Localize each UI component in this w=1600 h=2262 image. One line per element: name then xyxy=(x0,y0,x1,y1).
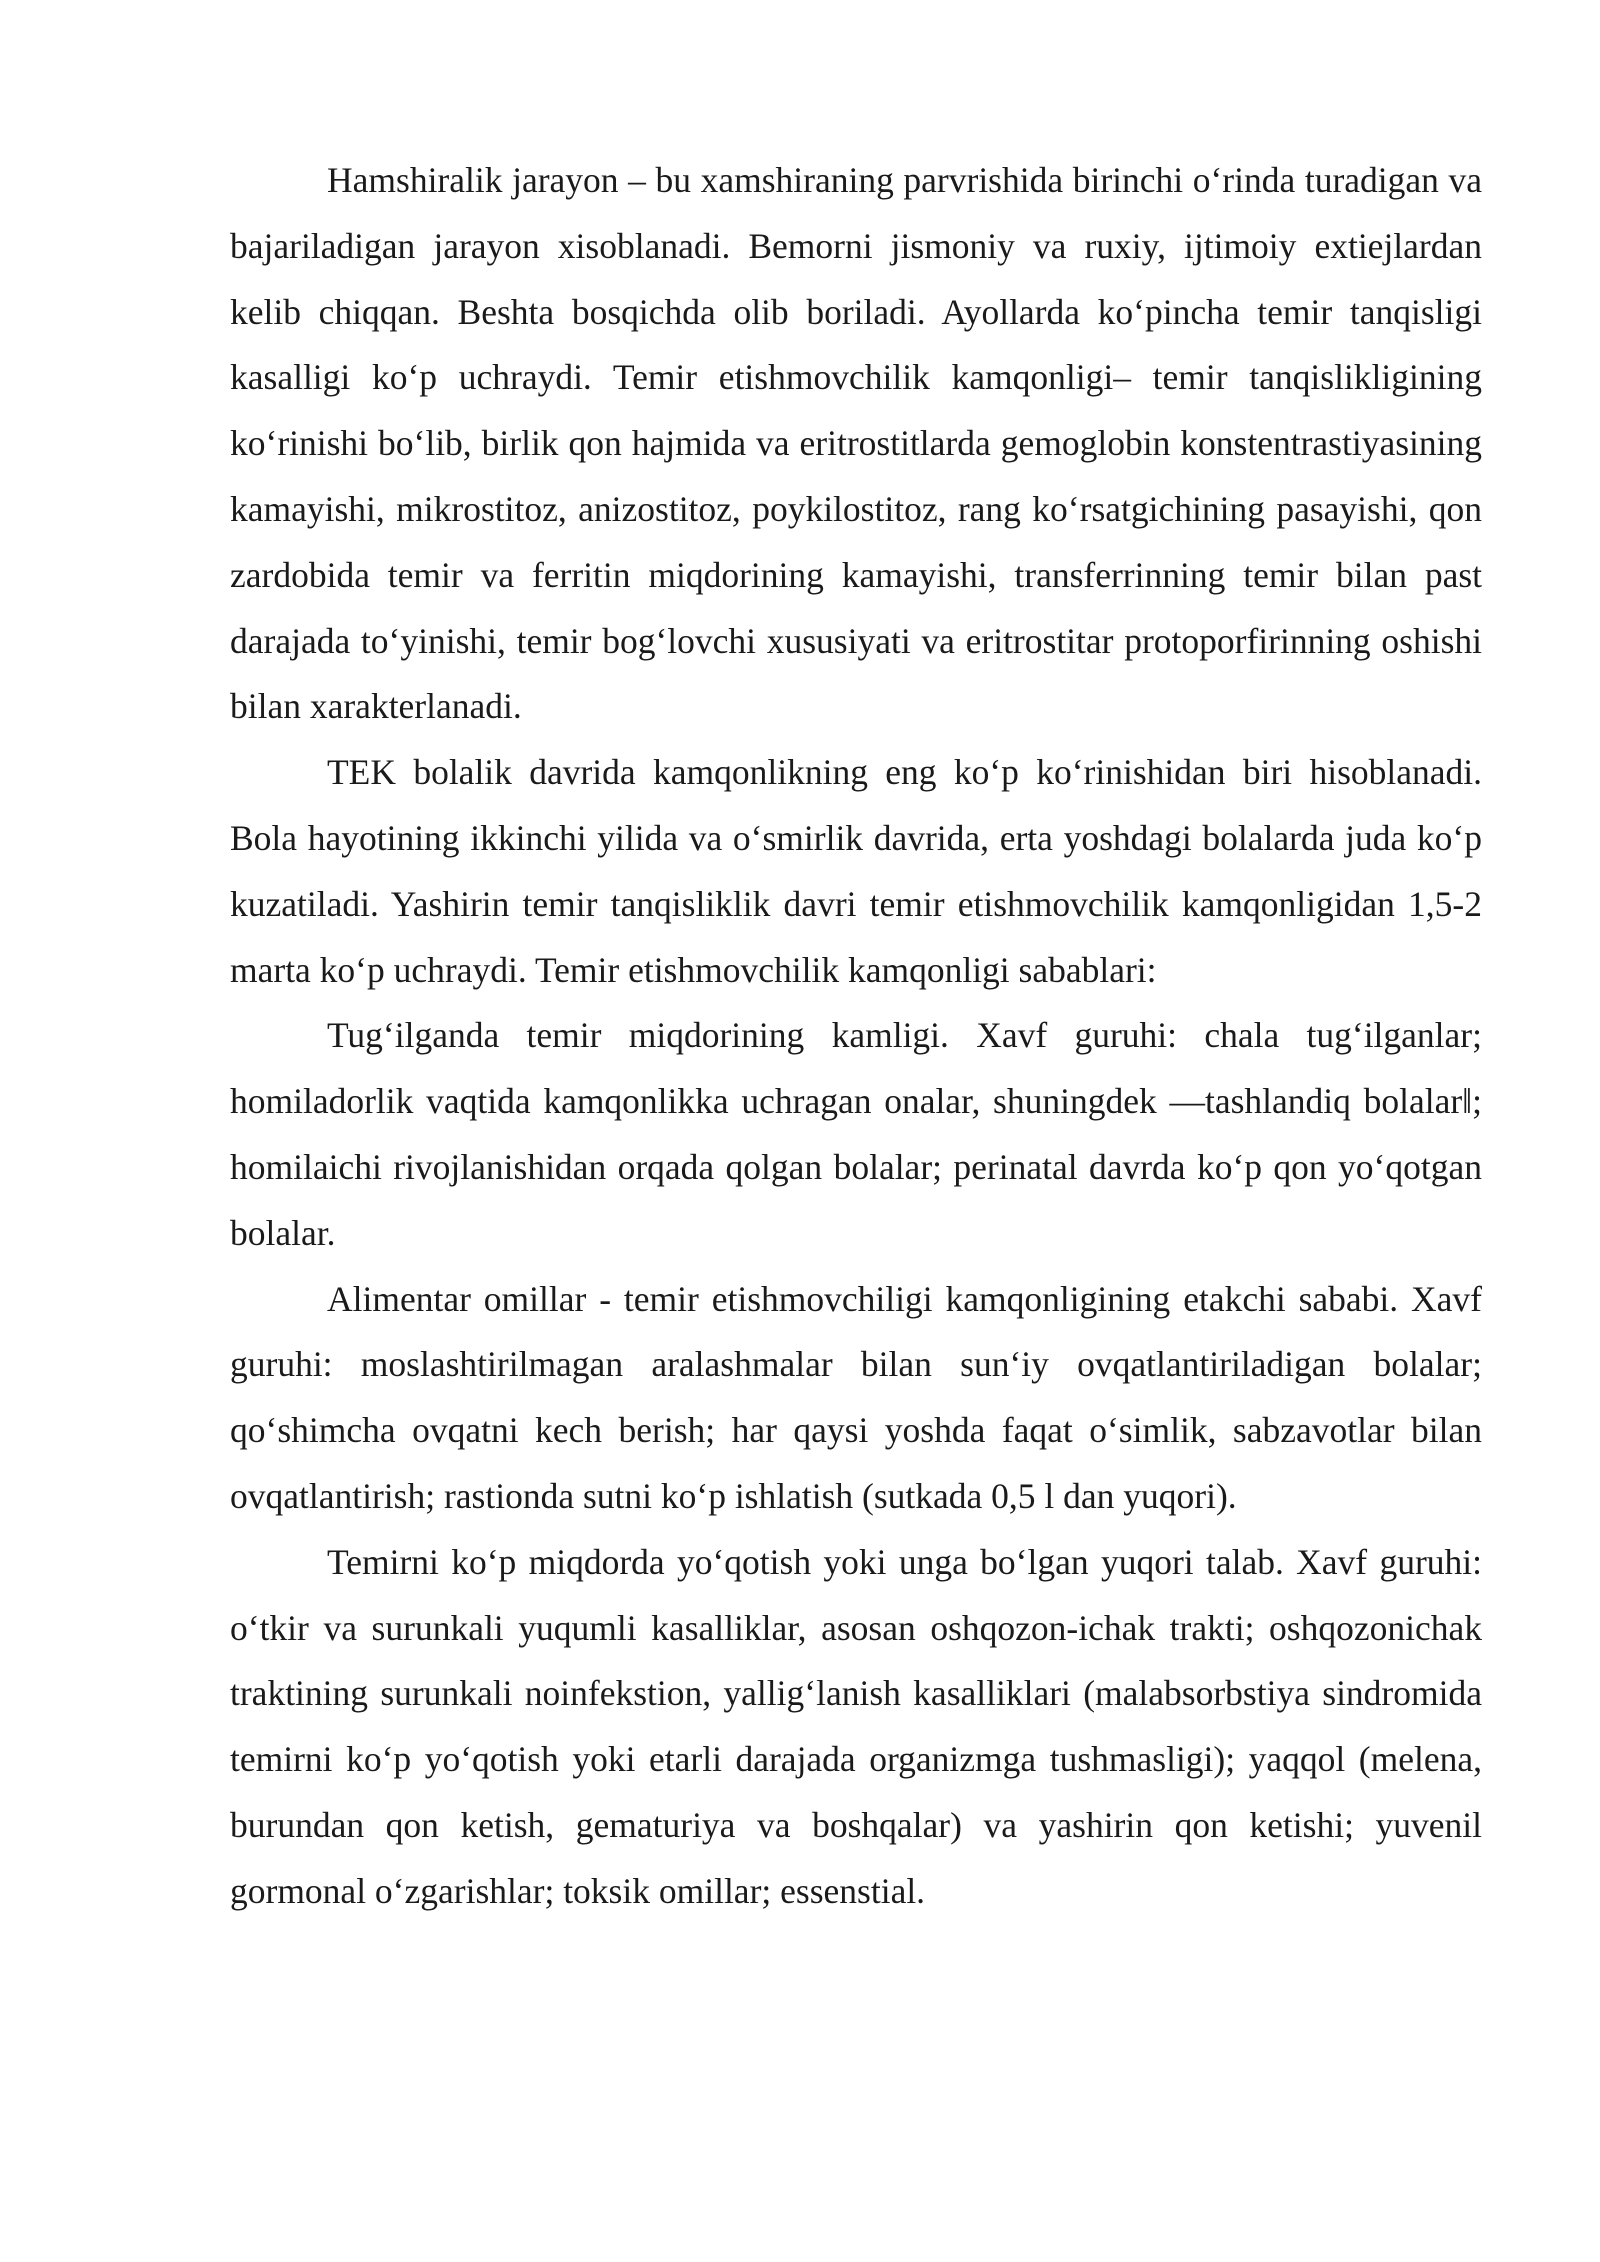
paragraph-1: Hamshiralik jarayon – bu xamshiraning parvrishida birinchi o‘rinda turadigan va bajariladigan jarayon xisoblanadi. Bemorni jismoniy va ruxiy, ijtimoiy extiejlardan kelib chiqqan. Beshta bosqichda olib boriladi. Ayollarda ko‘pincha temir tanqisligi kasalligi ko‘p uchraydi. Temir etishmovchilik kamqonligi– temir tanqislikligining ko‘rinishi bo‘lib, birlik qon hajmida va eritrostitlarda gemoglobin konstentrastiyasining kamayishi, mikrostitoz, anizostitoz, poykilostitoz, rang ko‘rsatgichining pasayishi, qon zardobida temir va ferritin miqdorining kamayishi, transferrinning temir bilan past darajada to‘yinishi, temir bog‘lovchi xususiyati va eritrostitar protoporfirinning oshishi bilan xarakterlanadi. xyxy=(230,160,1482,727)
paragraph-5: Temirni ko‘p miqdorda yo‘qotish yoki unga bo‘lgan yuqori talab. Xavf guruhi: o‘tkir va surunkali yuqumli kasalliklar, asosan oshqozon-ichak trakti; oshqozonichak traktining surunkali noinfekstion, yallig‘lanish kasalliklari (malabsorbstiya sindromida temirni ko‘p yo‘qotish yoki etarli darajada organizmga tushmasligi); yaqqol (melena, burundan qon ketish, gematuriya va boshqalar) va yashirin qon ketishi; yuvenil gormonal o‘zgarishlar; toksik omillar; essenstial. xyxy=(230,1541,1482,1911)
paragraph-4: Alimentar omillar - temir etishmovchiligi kamqonligining etakchi sababi. Xavf guruhi: moslashtirilmagan aralashmalar bilan sun‘iy ovqatlantiriladigan bolalar; qo‘shimcha ovqatni kech berish; har qaysi yoshda faqat o‘simlik, sabzavotlar bilan ovqatlantirish; rastionda sutni ko‘p ishlatish (sutkada 0,5 l dan yuqori). xyxy=(230,1278,1482,1516)
paragraph-3: Tug‘ilganda temir miqdorining kamligi. Xavf guruhi: chala tug‘ilganlar; homiladorlik vaqtida kamqonlikka uchragan onalar, shuningdek ―tashlandiq bolalar‖; homilaichi rivojlanishidan orqada qolgan bolalar; perinatal davrda ko‘p qon yo‘qotgan bolalar. xyxy=(230,1015,1482,1253)
body-text xyxy=(230,148,1482,1925)
paragraph-2: TEK bolalik davrida kamqonlikning eng ko‘p ko‘rinishidan biri hisoblanadi. Bola hayotining ikkinchi yilida va o‘smirlik davrida, erta yoshdagi bolalarda juda ko‘p kuzatiladi. Yashirin temir tanqisliklik davri temir etishmovchilik kamqonligidan 1,5-2 marta ko‘p uchraydi. Temir etishmovchilik kamqonligi sabablari: xyxy=(230,752,1482,990)
